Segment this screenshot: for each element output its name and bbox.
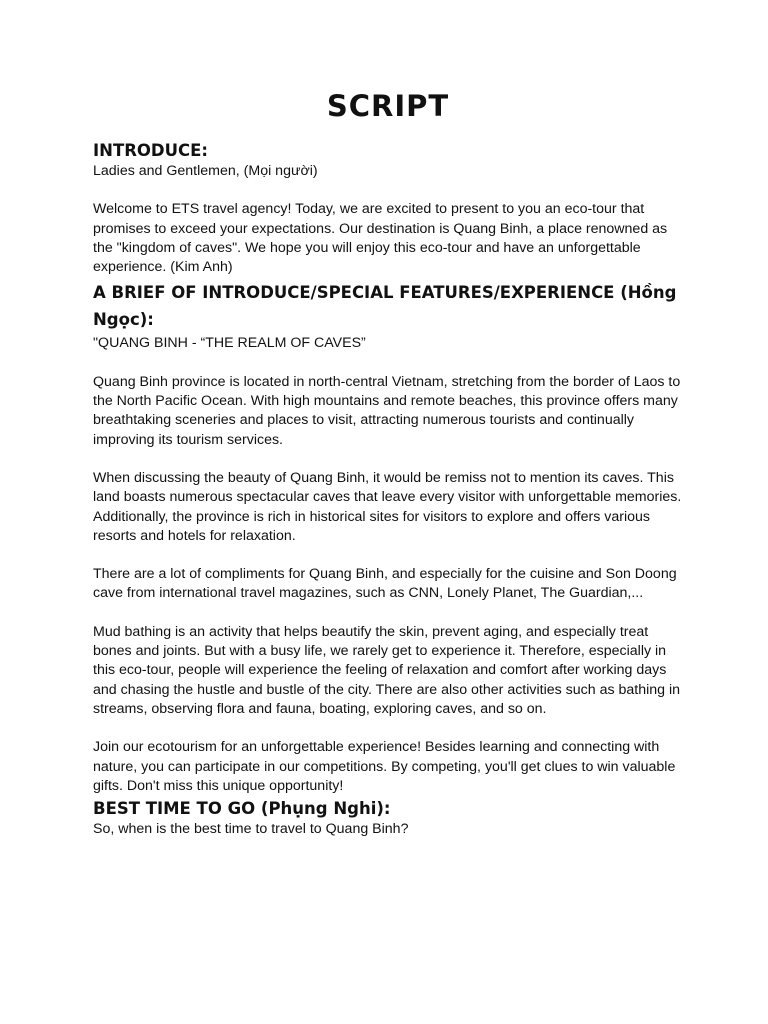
brief-subtitle: "QUANG BINH - “THE REALM OF CAVES” <box>93 335 366 352</box>
best-time-question: So, when is the best time to travel to Quang Binh? <box>93 821 409 838</box>
brief-paragraph-2: When discussing the beauty of Quang Binh, it would be remiss not to mention its caves. This land boasts numerous spectacular caves that leave every visitor with unforgettable memories. Additionally, the province is rich in historical sites for visitors to explore and offers various resorts and hotels for relaxation. <box>93 469 682 544</box>
document-title: SCRIPT <box>326 89 450 123</box>
best-time-heading: BEST TIME TO GO (Phụng Nghi): <box>93 799 391 819</box>
brief-paragraph-4: Mud bathing is an activity that helps beautify the skin, prevent aging, and especially treat bones and joints. But with a busy life, we rarely get to experience it. Therefore, especially in this eco-tour, people will experience the feeling of relaxation and comfort after working days and chasing the hustle and bustle of the city. There are also other activities such as bathing in streams, observing flora and fauna, boating, exploring caves, and so on. <box>93 623 681 717</box>
brief-paragraph-1: Quang Binh province is located in north-central Vietnam, stretching from the border of Laos to the North Pacific Ocean. With high mountains and remote beaches, this province offers many breathtaking sceneries and places to visit, attracting numerous tourists and continually improving its tourism services. <box>93 373 681 448</box>
brief-heading: A BRIEF OF INTRODUCE/SPECIAL FEATURES/EXPERIENCE (Hồng Ngọc): <box>93 283 677 330</box>
introduce-heading: INTRODUCE: <box>93 141 209 160</box>
introduce-welcome: Welcome to ETS travel agency! Today, we are excited to present to you an eco-tour that promises to exceed your expectations. Our destination is Quang Binh, a place renowned as the "kingdom of caves". We hope you will enjoy this eco-tour and have an unforgettable experience. (Kim Anh) <box>93 201 668 276</box>
document-page <box>93 86 683 839</box>
introduce-greeting: Ladies and Gentlemen, (Mọi người) <box>93 163 318 179</box>
brief-paragraph-5: Join our ecotourism for an unforgettable experience! Besides learning and connecting with nature, you can participate in our competitions. By competing, you'll get clues to win valuable gifts. Don't miss this unique opportunity! <box>93 739 676 794</box>
brief-paragraph-3: There are a lot of compliments for Quang Binh, and especially for the cuisine and Son Doong cave from international travel magazines, such as CNN, Lonely Planet, The Guardian,... <box>93 566 677 602</box>
